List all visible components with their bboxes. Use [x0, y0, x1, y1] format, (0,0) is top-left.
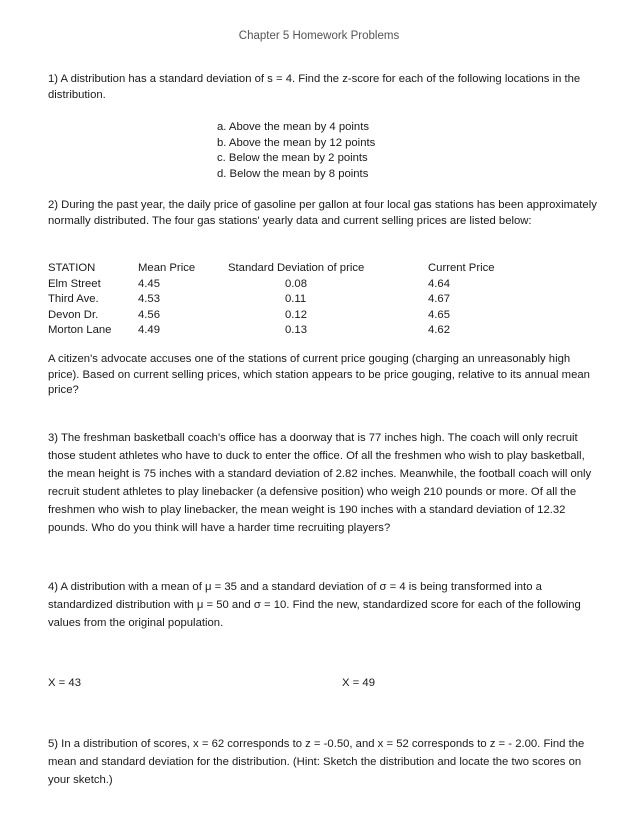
value-x-49: X = 49: [342, 677, 375, 689]
table-row: [48, 292, 528, 308]
table-row: [48, 308, 528, 324]
cell-mean: 4.56: [138, 308, 160, 321]
cell-sd: 0.08: [285, 277, 307, 290]
cell-sd: 0.13: [285, 324, 307, 337]
choice-d: d. Below the mean by 8 points: [217, 167, 369, 180]
table-header-row: [48, 261, 528, 277]
cell-station: Devon Dr.: [48, 308, 99, 321]
cell-mean: 4.49: [138, 324, 160, 337]
choice-a: a. Above the mean by 4 points: [217, 121, 369, 133]
cell-sd: 0.12: [285, 308, 307, 321]
question-3-text: 3) The freshman basketball coach's office has a doorway that is 77 inches high. The coach will only recruit those student athletes who have to duck to enter the office. Of all the freshmen who wish to play basketball, the mean height is 75 inches with a standard deviation of 2.82 inches. Meanwhile, the football coach will only recruit student athletes to play linebacker (a defensive position) who weigh 210 pounds or more. Of all the freshmen who wish to play linebacker, the mean weight is 190 inches with a standard deviation of 12.32 pounds. Who do you think will have a harder time recruiting players?: [48, 432, 592, 534]
cell-station: Morton Lane: [48, 324, 112, 337]
value-x-43: X = 43: [48, 677, 81, 689]
gas-station-table: [48, 261, 528, 339]
header-mean-price: Mean Price: [138, 262, 196, 274]
question-2-intro: 2) During the past year, the daily price of gasoline per gallon at four local gas stations has been approximately normally distributed. The four gas stations' yearly data and current selling prices are listed below:: [48, 199, 597, 227]
header-std-dev: Standard Deviation of price: [228, 262, 365, 274]
question-5-text: 5) In a distribution of scores, x = 62 corresponds to z = -0.50, and x = 52 corresponds to z = - 2.00. Find the mean and standard deviation for the distribution. (Hint: Sketch the distribution and locate the two scores on your sketch.): [48, 738, 585, 786]
cell-mean: 4.53: [138, 293, 160, 306]
table-row: [48, 323, 528, 339]
page-title: Chapter 5 Homework Problems: [238, 30, 400, 42]
cell-sd: 0.11: [285, 293, 307, 306]
choice-b: b. Above the mean by 12 points: [217, 136, 376, 149]
cell-current: 4.65: [428, 308, 450, 321]
header-current-price: Current Price: [428, 262, 495, 274]
cell-station: Third Ave.: [48, 293, 99, 306]
cell-current: 4.64: [428, 277, 450, 290]
cell-current: 4.62: [428, 324, 450, 337]
question-1-text: 1) A distribution has a standard deviation of s = 4. Find the z-score for each of the following locations in the distribution.: [48, 73, 581, 101]
table-row: [48, 277, 528, 293]
question-2-question: A citizen's advocate accuses one of the stations of current price gouging (charging an unreasonably high price). Based on current selling prices, which station appears to be price gouging, relative to its annual mean price?: [48, 353, 590, 396]
cell-current: 4.67: [428, 293, 450, 306]
header-station: STATION: [48, 262, 96, 274]
cell-mean: 4.45: [138, 277, 160, 290]
question-1-choices: [217, 120, 375, 182]
question-4-text: 4) A distribution with a mean of μ = 35 and a standard deviation of σ = 4 is being transformed into a standardized distribution with μ = 50 and σ = 10. Find the new, standardized score for each of the following values from the original population.: [48, 581, 581, 629]
choice-c: c. Below the mean by 2 points: [217, 152, 368, 165]
cell-station: Elm Street: [48, 277, 101, 290]
